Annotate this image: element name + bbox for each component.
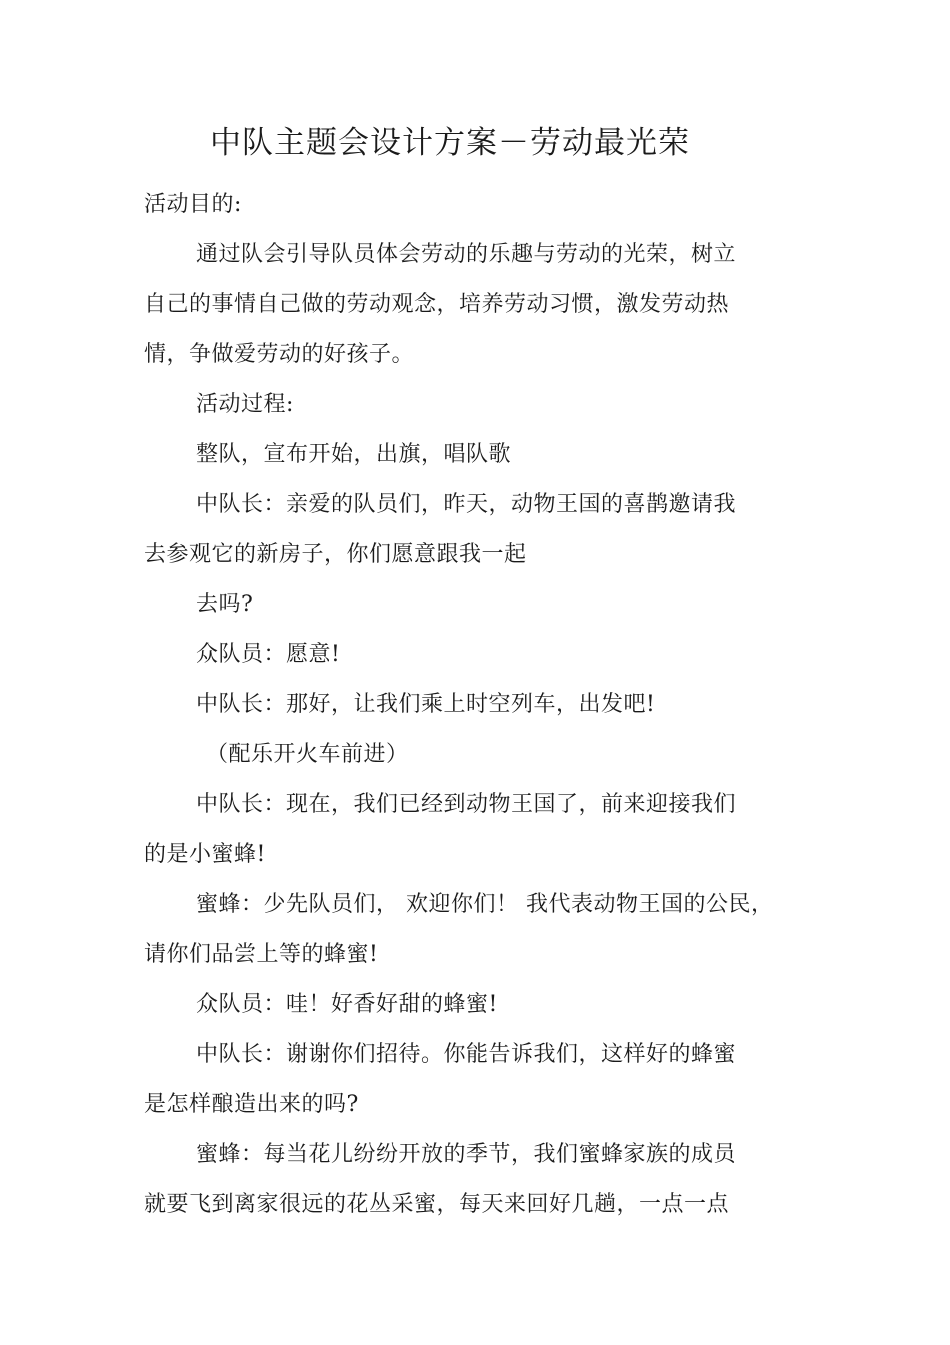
dialogue-line: 中队长：那好，让我们乘上时空列车，出发吧! <box>196 692 656 717</box>
dialogue-line: 请你们品尝上等的蜂蜜! <box>144 942 379 967</box>
dialogue-line: 蜜蜂：少先队员们， 欢迎你们！ 我代表动物王国的公民， <box>196 892 774 917</box>
dialogue-line: 中队长：现在，我们已经到动物王国了，前来迎接我们 <box>196 792 737 817</box>
paragraph-line: 通过队会引导队员体会劳动的乐趣与劳动的光荣，树立 <box>196 242 737 267</box>
dialogue-line: 蜜蜂：每当花儿纷纷开放的季节，我们蜜蜂家族的成员 <box>196 1142 737 1167</box>
heading-activity-goal: 活动目的: <box>144 192 242 217</box>
document-title: 中队主题会设计方案－劳动最光荣 <box>210 125 690 161</box>
paragraph-line: 情，争做爱劳动的好孩子。 <box>144 342 415 367</box>
dialogue-line: 中队长：亲爱的队员们，昨天，动物王国的喜鹊邀请我 <box>196 492 737 517</box>
stage-direction: （配乐开火车前进） <box>206 742 409 767</box>
dialogue-line: 是怎样酿造出来的吗? <box>144 1092 359 1117</box>
dialogue-line: 去参观它的新房子，你们愿意跟我一起 <box>144 542 527 567</box>
dialogue-line: 就要飞到离家很远的花丛采蜜，每天来回好几趟，一点一点 <box>144 1192 730 1217</box>
heading-activity-process: 活动过程: <box>196 392 294 417</box>
dialogue-line: 的是小蜜蜂! <box>144 842 266 867</box>
paragraph-line: 整队，宣布开始，出旗，唱队歌 <box>196 442 512 467</box>
paragraph-line: 自己的事情自己做的劳动观念，培养劳动习惯，激发劳动热 <box>144 292 730 317</box>
dialogue-line: 众队员：愿意! <box>196 642 341 667</box>
dialogue-line: 众队员：哇！好香好甜的蜂蜜! <box>196 992 498 1017</box>
dialogue-line: 去吗? <box>196 592 254 617</box>
dialogue-line: 中队长：谢谢你们招待。你能告诉我们，这样好的蜂蜜 <box>196 1042 737 1067</box>
